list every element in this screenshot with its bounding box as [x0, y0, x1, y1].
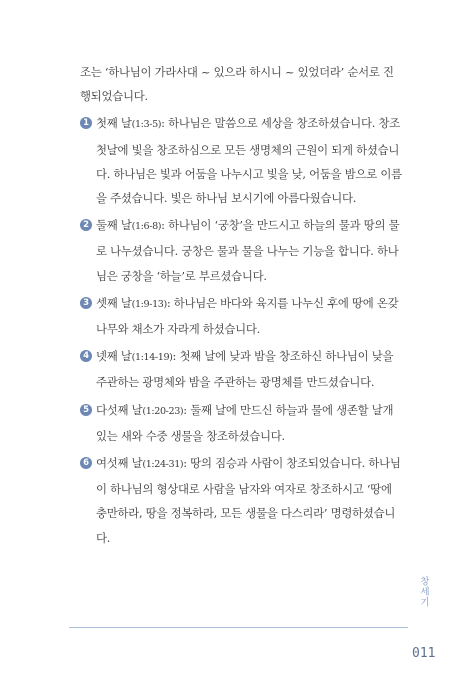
day-description: : 땅의 짐승과 사람이 창조되었습니다. 하나님이 하나님의 형상대로 사람을 남자와 여자로 창조하시고 ‘땅에 충만하라, 땅을 정복하라, 모든 생물을 다스리라’ 명령하셨습니다.: [96, 456, 401, 545]
number-badge-icon: 1: [80, 117, 92, 129]
number-badge-icon: 4: [80, 350, 92, 362]
verse-reference: (1:14-19): [131, 352, 173, 364]
number-badge-icon: 3: [80, 297, 92, 309]
verse-reference: (1:3-5): [131, 119, 162, 131]
day-description: : 하나님은 말씀으로 세상을 창조하셨습니다. 창조 첫날에 빛을 창조하심으로 모든 생명체의 근원이 되게 하셨습니다. 하나님은 빛과 어둠을 나누시고 빛을 낮, 어둠을 밤으로 이름을 주셨습니다. 빛은 하나님 보시기에 아름다웠습니다.: [96, 116, 402, 206]
day-label: 넷째 날: [96, 349, 132, 364]
verse-reference: (1:9-13): [131, 298, 167, 310]
day-label: 다섯째 날: [96, 402, 143, 417]
list-item: [80, 291, 402, 341]
intro-paragraph: 조는 ‘하나님이 가라사대 ~ 있으라 하시니 ~ 있었더라’ 순서로 진행되었습니다.: [80, 65, 394, 104]
section-tab: 창세기: [418, 576, 429, 608]
body-text: [80, 60, 402, 553]
creation-days-list: [80, 111, 402, 549]
day-label: 첫째 날: [96, 116, 132, 131]
footer-divider: [69, 627, 408, 628]
number-badge-icon: 5: [80, 404, 92, 416]
list-item: [80, 344, 402, 394]
day-description: : 하나님이 ‘궁창’을 만드시고 하늘의 물과 땅의 물로 나누셨습니다. 궁창은 물과 물을 나누는 기능을 합니다. 하나님은 궁창을 ‘하늘’로 부르셨습니다.: [96, 218, 400, 283]
day-description: : 하나님은 바다와 육지를 나누신 후에 땅에 온갖 나무와 채소가 자라게 하셨습니다.: [96, 295, 399, 337]
day-description: : 둘째 날에 만드신 하늘과 물에 생존할 날개 있는 새와 수중 생물을 창조하셨습니다.: [96, 402, 394, 443]
number-badge-icon: 6: [80, 457, 92, 469]
list-item: [80, 111, 402, 210]
day-label: 둘째 날: [96, 218, 132, 233]
day-label: 여섯째 날: [96, 456, 143, 471]
verse-reference: (1:24-31): [142, 459, 184, 471]
list-item: [80, 398, 402, 448]
day-label: 셋째 날: [96, 295, 132, 310]
page-number: 011: [412, 646, 436, 661]
day-description: : 첫째 날에 낮과 밤을 창조하신 하나님이 낮을 주관하는 광명체와 밤을 주관하는 광명체를 만드셨습니다.: [96, 349, 394, 390]
list-item: [80, 213, 402, 288]
verse-reference: (1:20-23): [142, 405, 184, 417]
number-badge-icon: 2: [80, 219, 92, 231]
verse-reference: (1:6-8): [131, 221, 162, 233]
list-item: [80, 451, 402, 550]
